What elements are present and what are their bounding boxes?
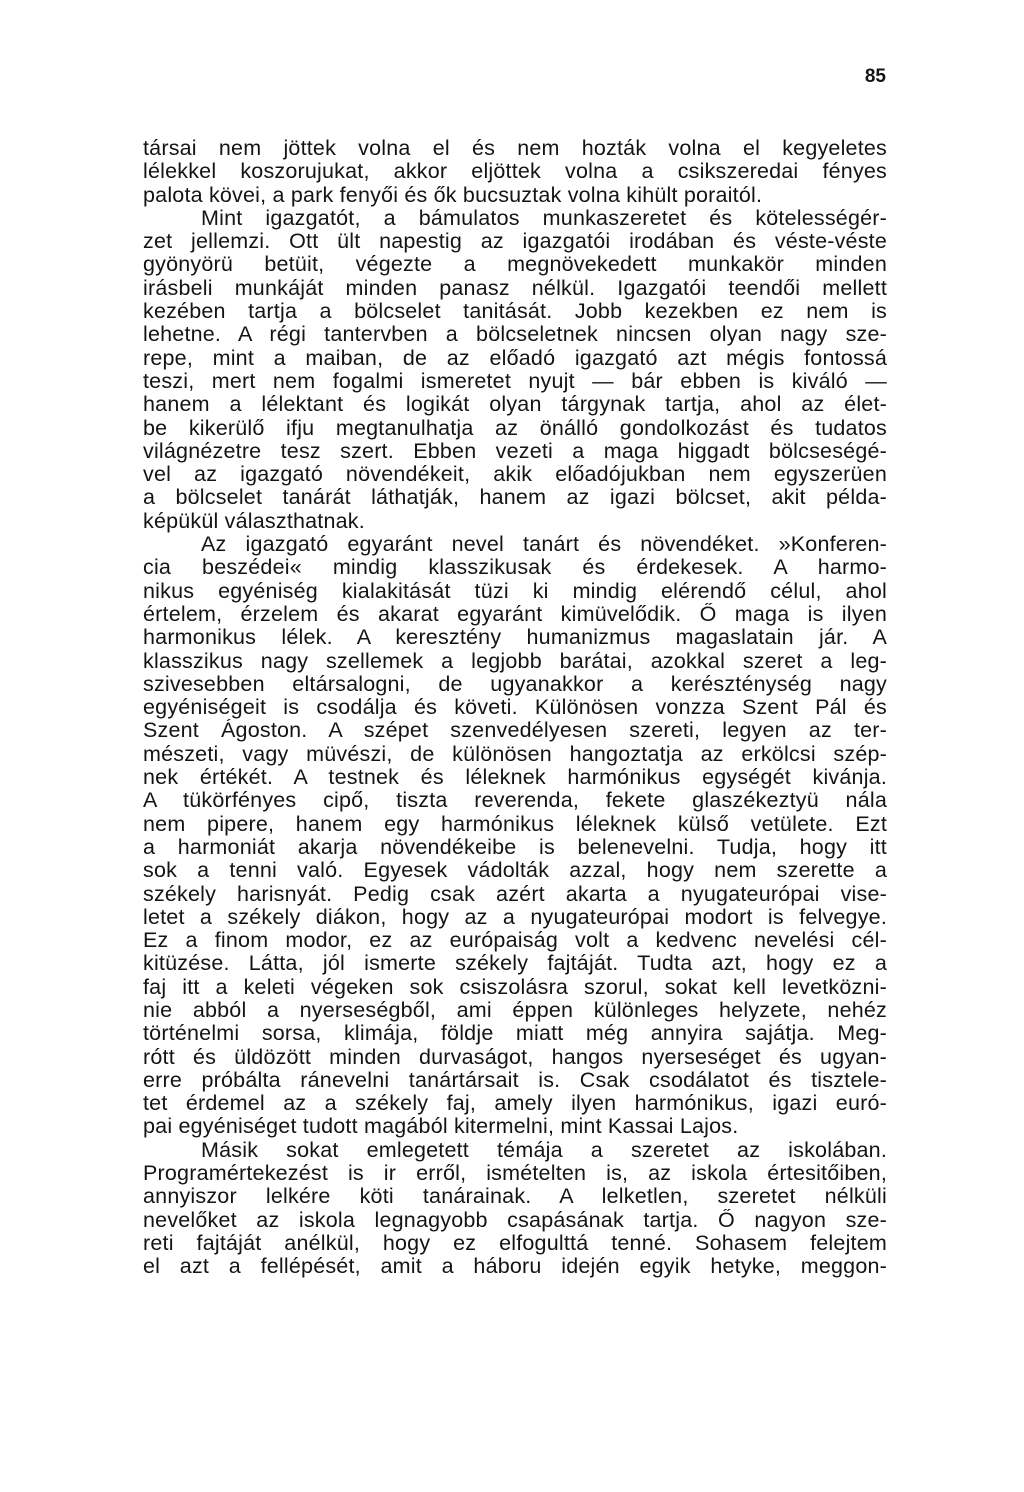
text-line: vel az igazgató növendékeit, akik előadójukban nem egyszerüen: [143, 463, 887, 487]
text-line: A tükörfényes cipő, tiszta reverenda, fekete glaszékeztyü nála: [143, 789, 887, 813]
text-line: lélekkel koszorujukat, akkor eljöttek volna a csikszeredai fényes: [143, 160, 887, 184]
text-line: sok a tenni való. Egyesek vádolták azzal, hogy nem szerette a: [143, 859, 887, 883]
text-line: repe, mint a maiban, de az előadó igazgató azt mégis fontossá: [143, 346, 887, 370]
text-line: tet érdemel az a székely faj, amely ilyen harmónikus, igazi euró-: [143, 1092, 887, 1116]
text-line: Programértekezést is ir erről, ismételten is, az iskola értesitőiben,: [143, 1162, 887, 1186]
text-line: nikus egyéniség kialakitását tüzi ki mindig elérendő célul, ahol: [143, 579, 887, 603]
text-line: el azt a fellépését, amit a háboru idején egyik hetyke, meggon-: [143, 1255, 887, 1279]
text-line: pai egyéniséget tudott magából kitermelni, mint Kassai Lajos.: [143, 1115, 739, 1139]
text-line: Az igazgató egyaránt nevel tanárt és növendéket. »Konferen-: [201, 533, 887, 557]
text-line: mészeti, vagy müvészi, de különösen hangoztatja az erkölcsi szép-: [143, 742, 887, 766]
text-line: nie abból a nyerseségből, ami éppen különleges helyzete, nehéz: [143, 998, 887, 1022]
text-line: teszi, mert nem fogalmi ismeretet nyujt — bár ebben is kiváló —: [143, 369, 887, 393]
text-line: irásbeli munkáját minden panasz nélkül. Igazgatói teendői mellett: [143, 276, 887, 300]
text-line: gyönyörü betüit, végezte a megnövekedett munkakör minden: [143, 253, 887, 277]
text-line: nevelőket az iskola legnagyobb csapásának tartja. Ő nagyon sze-: [143, 1208, 887, 1232]
text-line: képükül választhatnak.: [143, 509, 365, 533]
text-line: letet a székely diákon, hogy az a nyugateurópai modort is felvegye.: [143, 905, 887, 929]
page-number: 85: [864, 66, 886, 87]
text-line: világnézetre tesz szert. Ebben vezeti a maga higgadt bölcseségé-: [143, 439, 887, 463]
text-line: kezében tartja a bölcselet tanitását. Jobb kezekben ez nem is: [143, 300, 887, 324]
text-line: palota kövei, a park fenyői és ők bucsuztak volna kihült poraitól.: [143, 183, 763, 207]
text-line: szivesebben eltársalogni, de ugyanakkor a kerészténység nagy: [143, 672, 887, 696]
text-line: rótt és üldözött minden durvaságot, hangos nyerseséget és ugyan-: [143, 1045, 887, 1069]
text-line: annyiszor lelkére köti tanárainak. A lelketlen, szeretet nélküli: [143, 1185, 887, 1209]
body-text: [143, 137, 887, 1279]
text-line: erre próbálta ránevelni tanártársait is. Csak csodálatot és tisztele-: [143, 1068, 887, 1092]
text-line: hanem a lélektant és logikát olyan tárgynak tartja, ahol az élet-: [143, 393, 887, 417]
text-line: Szent Ágoston. A szépet szenvedélyesen szereti, legyen az ter-: [143, 719, 887, 743]
text-line: cia beszédei« mindig klasszikusak és érdekesek. A harmo-: [143, 556, 887, 580]
text-line: a bölcselet tanárát láthatják, hanem az igazi bölcset, akit példa-: [143, 486, 887, 510]
text-line: Mint igazgatót, a bámulatos munkaszeretet és kötelességér-: [201, 206, 887, 230]
text-line: zet jellemzi. Ott ült napestig az igazgatói irodában és véste-véste: [143, 230, 887, 254]
text-line: történelmi sorsa, klimája, földje miatt még annyira sajátja. Meg-: [143, 1022, 887, 1046]
text-line: a harmoniát akarja növendékeibe is belenevelni. Tudja, hogy itt: [143, 835, 887, 859]
text-line: társai nem jöttek volna el és nem hozták volna el kegyeletes: [143, 137, 887, 160]
text-line: harmonikus lélek. A keresztény humanizmus magaslatain jár. A: [143, 626, 887, 650]
text-line: reti fajtáját anélkül, hogy ez elfogulttá tenné. Sohasem felejtem: [143, 1231, 887, 1255]
text-line: nek értékét. A testnek és léleknek harmónikus egységét kivánja.: [143, 766, 887, 790]
text-line: faj itt a keleti végeken sok csiszolásra szorul, sokat kell levetközni-: [143, 975, 887, 999]
text-line: lehetne. A régi tantervben a bölcseletnek nincsen olyan nagy sze-: [143, 323, 887, 347]
text-line: egyéniségeit is csodálja és követi. Különösen vonzza Szent Pál és: [143, 696, 887, 720]
text-line: értelem, érzelem és akarat egyaránt kimüvelődik. Ő maga is ilyen: [143, 602, 887, 626]
text-line: kitüzése. Látta, jól ismerte székely fajtáját. Tudta azt, hogy ez a: [143, 952, 887, 976]
text-line: székely harisnyát. Pedig csak azért akarta a nyugateurópai vise-: [143, 882, 887, 906]
text-line: be kikerülő ifju megtanulhatja az önálló gondolkozást és tudatos: [143, 416, 887, 440]
text-line: Ez a finom modor, ez az európaiság volt a kedvenc nevelési cél-: [143, 929, 887, 953]
text-line: klasszikus nagy szellemek a legjobb barátai, azokkal szeret a leg-: [143, 649, 887, 673]
text-line: Másik sokat emlegetett témája a szeretet az iskolában.: [201, 1138, 887, 1162]
text-line: nem pipere, hanem egy harmónikus léleknek külső vetülete. Ezt: [143, 812, 887, 836]
